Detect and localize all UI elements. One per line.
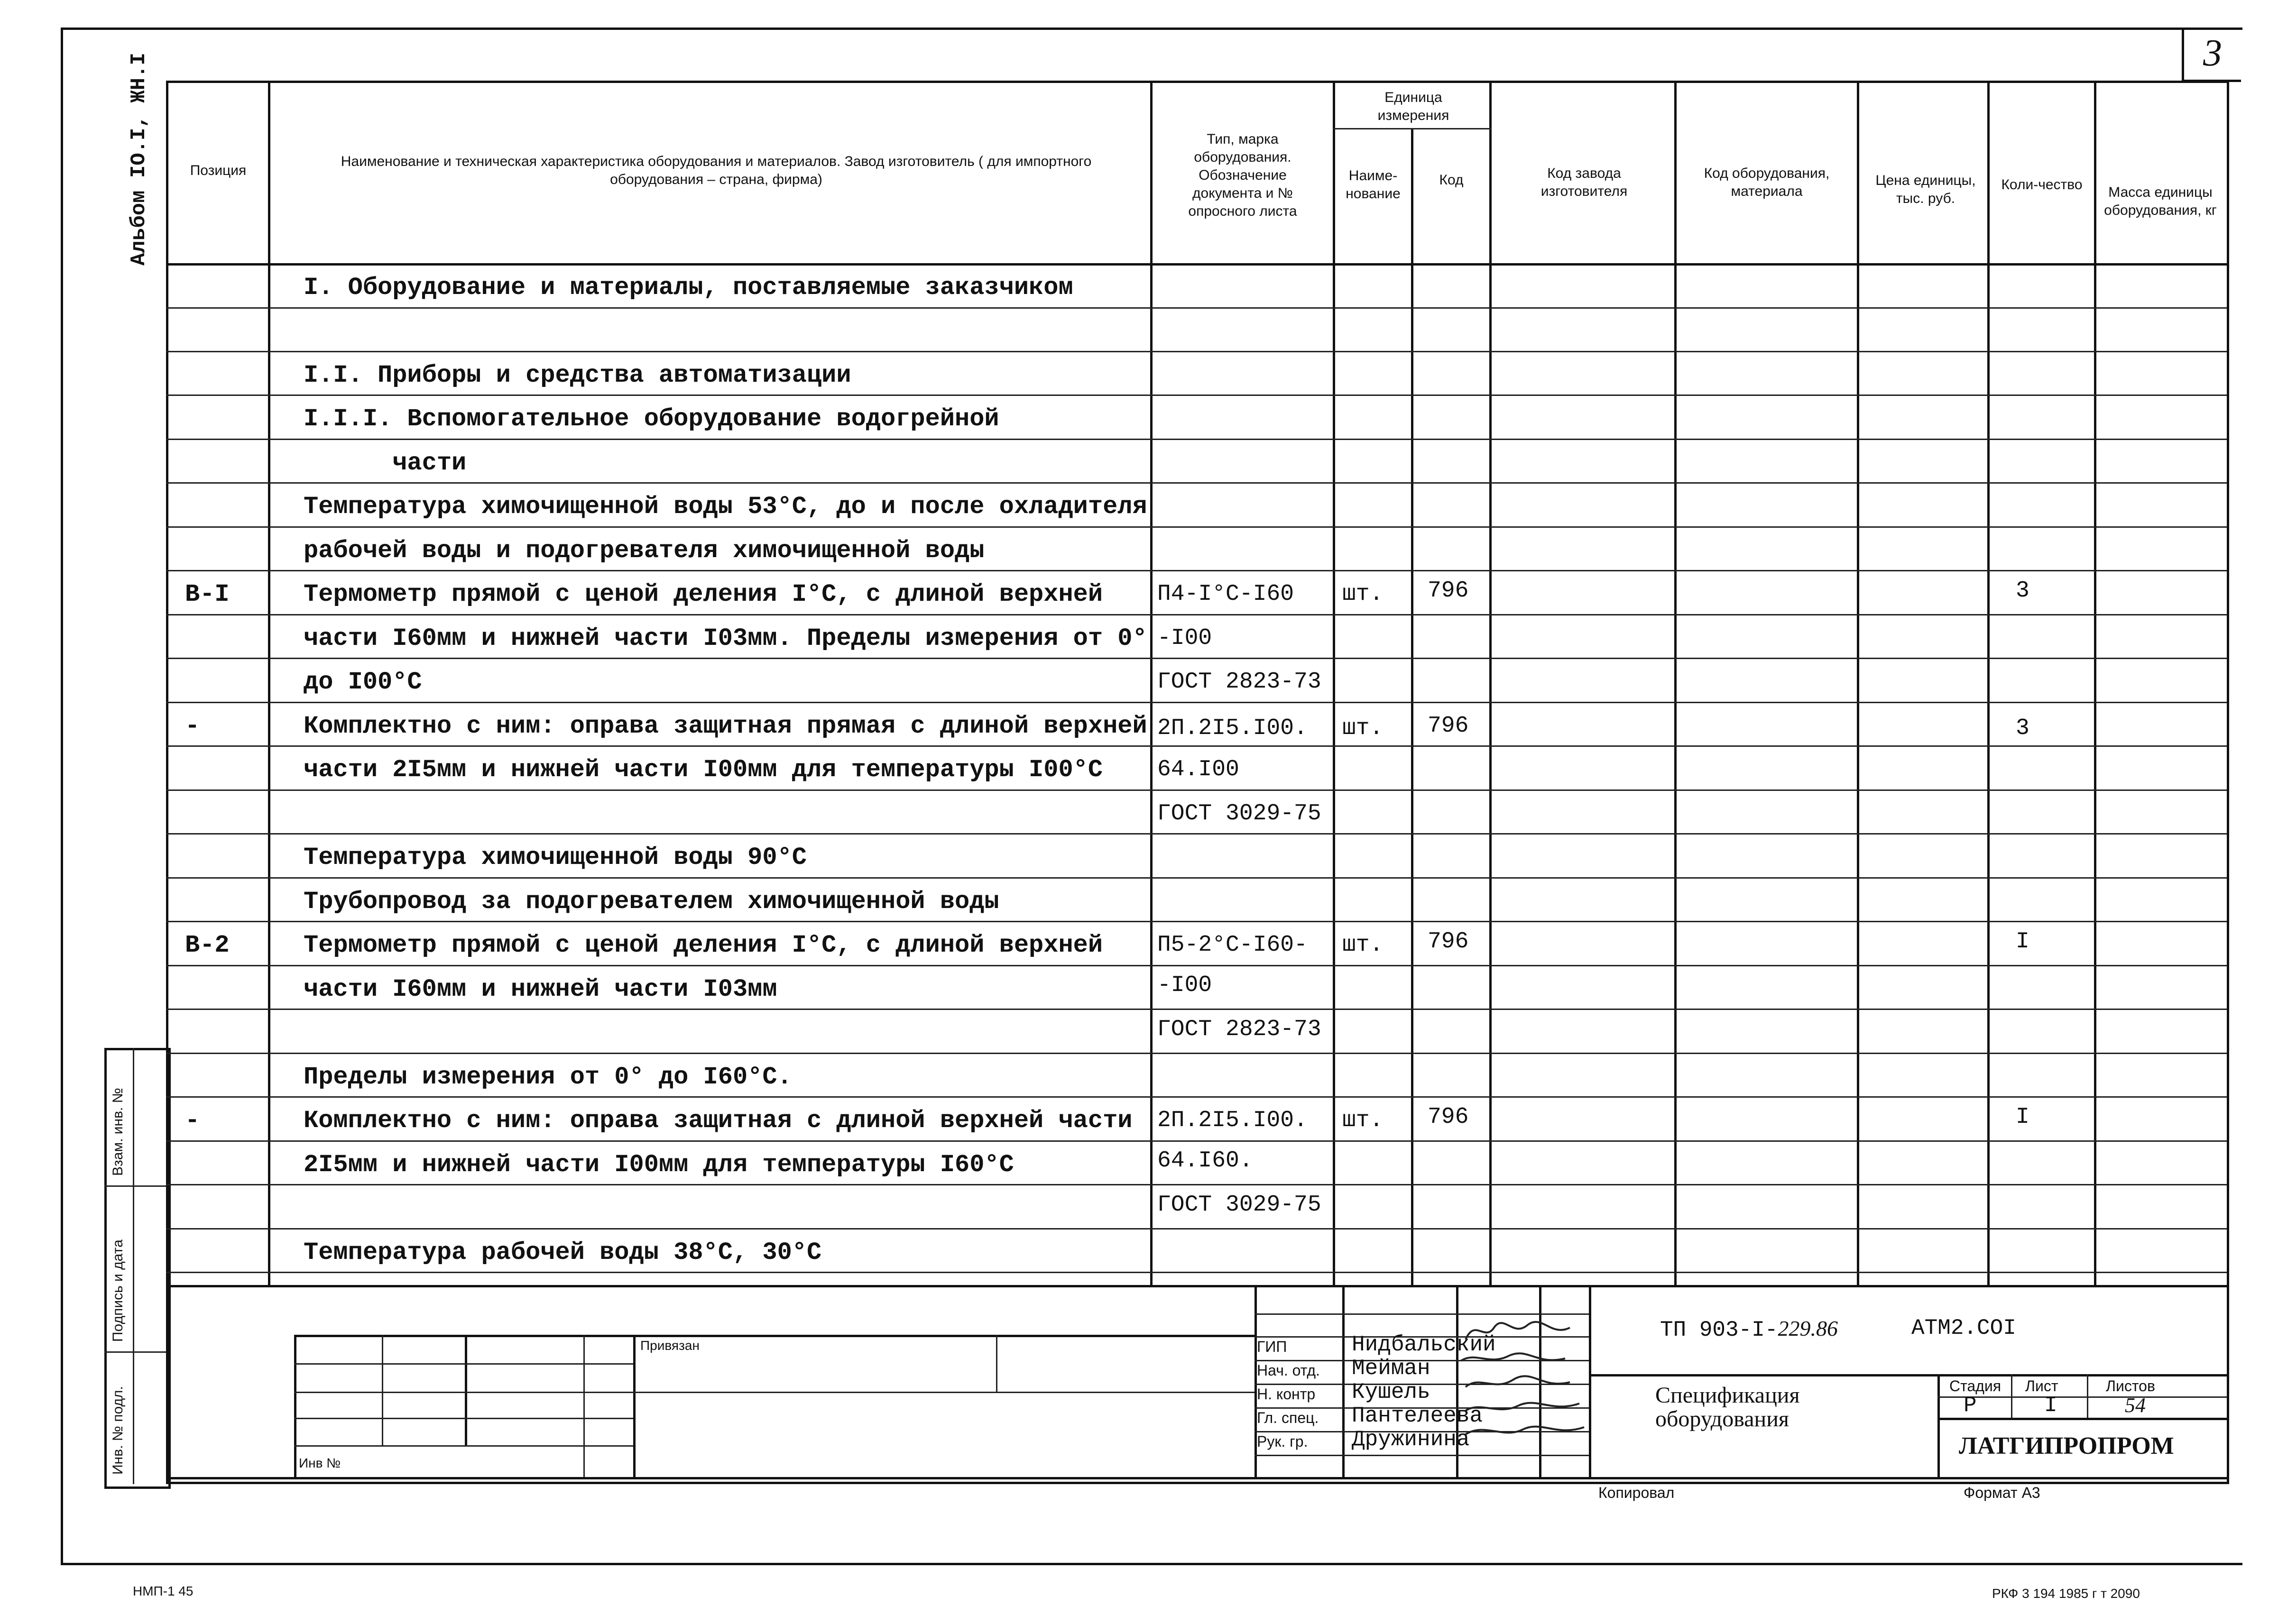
role-gl-spec: Гл. спец.	[1257, 1409, 1319, 1426]
unit-group-line	[1333, 128, 1492, 129]
outer-frame-top	[61, 28, 2242, 30]
margin-box-div2	[104, 1351, 166, 1353]
header-price: Цена единицы, тыс. руб.	[1875, 173, 1976, 206]
row-9-name: до I00°С	[304, 668, 422, 696]
row-19-qty: I	[2016, 1104, 2029, 1130]
row-12-type: ГОСТ 3029-75	[1157, 801, 1321, 826]
bottom-line	[166, 1477, 2227, 1479]
row-8-type: -I00	[1157, 625, 1212, 651]
stage-value-line	[1937, 1418, 2227, 1420]
row-15-qty: I	[2016, 929, 2029, 954]
role-gip: ГИП	[1257, 1338, 1287, 1355]
outer-frame-bottom	[61, 1563, 2242, 1565]
header-unit-code: Код	[1439, 172, 1464, 188]
col-line-3	[1333, 81, 1335, 1285]
name-4: Дружинина	[1352, 1427, 1470, 1452]
margin-vzam-inv: Взам. инв. №	[110, 1088, 126, 1176]
row-15-pos: В-2	[185, 931, 230, 959]
row-10-type: 2П.2I5.I00.	[1157, 716, 1308, 741]
row-line	[166, 1053, 2227, 1054]
stage-header-line	[1937, 1396, 2227, 1398]
ls-v1	[382, 1335, 383, 1446]
row-15-unit: шт.	[1342, 932, 1384, 958]
header-position: Позиция	[190, 163, 247, 178]
role-ruk-gr: Рук. гр.	[1257, 1433, 1308, 1450]
album-label: Альбом IO.I, ЖН.I	[127, 53, 151, 266]
row-20-name: 2I5мм и нижней части I00мм для температуры I60°С	[304, 1150, 1014, 1179]
row-14-name: Трубопровод за подогревателем химочищенной воды	[304, 887, 999, 916]
row-7-pos: В-I	[185, 580, 230, 608]
ls-v5	[996, 1335, 997, 1392]
row-7-name: Термометр прямой с ценой деления I°С, с длиной верхней	[304, 580, 1103, 608]
footer-left: НМП-1 45	[133, 1584, 194, 1598]
name-3: Пантелеева	[1352, 1404, 1483, 1428]
document-code-prefix: ТП 903-I-	[1660, 1318, 1778, 1342]
left-subtable	[294, 1335, 1257, 1479]
row-0-name: I. Оборудование и материалы, поставляемые заказчиком	[304, 273, 1073, 302]
document-suffix: АТМ2.СОI	[1911, 1316, 2016, 1340]
header-unit-group: Единица измерения	[1377, 90, 1449, 123]
stage-v2	[2087, 1374, 2088, 1418]
row-10-qty: 3	[2016, 716, 2029, 741]
name-0: Нидбальский	[1352, 1332, 1496, 1357]
row-11-name: части 2I5мм и нижней части I00мм для температуры I00°С	[304, 755, 1103, 784]
ls-v4	[633, 1335, 636, 1477]
stage-value: Р	[1964, 1393, 1977, 1418]
row-7-code: 796	[1428, 578, 1469, 604]
margin-inv-podl: Инв. № подл.	[110, 1386, 126, 1475]
document-title-2: оборудования	[1655, 1406, 1789, 1431]
header-type: Тип, марка оборудования. Обозначение документа и № опросного листа	[1188, 131, 1297, 219]
row-19-name: Комплектно с ним: оправа защитная с длиной верхней части	[304, 1106, 1133, 1135]
row-10-unit: шт.	[1342, 716, 1384, 741]
document-code-hand: 229.86	[1778, 1316, 1838, 1340]
name-2: Кушель	[1352, 1380, 1430, 1404]
row-6-name: рабочей воды и подогревателя химочищенной воды	[304, 536, 985, 565]
row-22-name: Температура рабочей воды 38°С, 30°С	[304, 1238, 822, 1266]
org-left-line	[1937, 1374, 1940, 1479]
row-20-type: 64.I60.	[1157, 1148, 1253, 1174]
row-19-unit: шт.	[1342, 1108, 1384, 1133]
col-line-4	[1411, 128, 1413, 1285]
header-equipment-code: Код оборудования, материала	[1704, 165, 1830, 199]
row-line	[166, 351, 2227, 352]
sheet-label: Лист	[2025, 1377, 2058, 1395]
row-5-name: Температура химочищенной воды 53°С, до и после охладителя	[304, 492, 1147, 521]
role-nach-otd: Нач. отд.	[1257, 1362, 1320, 1379]
row-8-name: части I60мм и нижней части I03мм. Пределы измерения от 0°	[304, 624, 1147, 652]
privyazan-label: Привязан	[640, 1338, 700, 1353]
footer-right: РКФ 3 194 1985 г т 2090	[1992, 1586, 2140, 1601]
header-factory-code: Код завода изготовителя	[1540, 165, 1628, 199]
margin-podpis-data: Подпись и дата	[110, 1239, 126, 1342]
row-2-name: I.I. Приборы и средства автоматизации	[304, 361, 851, 389]
role-n-kontr: Н. контр	[1257, 1385, 1316, 1403]
row-16-type: -I00	[1157, 973, 1212, 998]
ls-h2	[294, 1392, 1254, 1393]
signature-scribbles	[1456, 1313, 1594, 1456]
row-10-name: Комплектно с ним: оправа защитная прямая с длиной верхней	[304, 712, 1147, 740]
col-line-5	[1489, 81, 1492, 1285]
margin-box-div1	[104, 1185, 166, 1187]
col-line-6	[1674, 81, 1677, 1285]
margin-box-sep	[133, 1048, 134, 1484]
row-19-code: 796	[1428, 1104, 1469, 1130]
row-19-type: 2П.2I5.I00.	[1157, 1108, 1308, 1133]
sheets-value: 54	[2125, 1394, 2146, 1417]
row-15-code: 796	[1428, 929, 1469, 954]
specification-table	[166, 81, 2229, 1501]
ls-v3	[583, 1335, 585, 1477]
ls-v2	[465, 1335, 467, 1446]
col-line-7	[1857, 81, 1859, 1285]
row-16-name: части I60мм и нижней части I03мм	[304, 975, 777, 1003]
row-line	[166, 1228, 2227, 1229]
row-15-name: Термометр прямой с ценой деления I°С, с длиной верхней	[304, 931, 1103, 959]
row-7-unit: шт.	[1342, 581, 1384, 607]
row-10-pos: -	[185, 712, 200, 740]
outer-frame-left	[61, 28, 63, 1564]
sheet-corner-number: 3	[2203, 32, 2222, 74]
header-mass: Масса единицы оборудования, кг	[2104, 184, 2217, 218]
inv-no-label: Инв №	[299, 1456, 341, 1470]
ls-h4	[294, 1445, 633, 1447]
row-11-type: 64.I00	[1157, 757, 1239, 782]
col-line-2	[1150, 81, 1153, 1285]
sheet-value: I	[2044, 1393, 2057, 1418]
format-label: Формат А3	[1964, 1484, 2040, 1501]
row-4-name: части	[304, 449, 467, 477]
row-17-type: ГОСТ 2823-73	[1157, 1017, 1321, 1042]
col-line-1	[268, 81, 270, 1285]
ls-h1	[294, 1363, 633, 1365]
header-quantity: Коли-чество	[2001, 177, 2083, 193]
stage-label: Стадия	[1949, 1377, 2002, 1395]
row-10-code: 796	[1428, 713, 1469, 739]
row-21-type: ГОСТ 3029-75	[1157, 1192, 1321, 1218]
row-19-pos: -	[185, 1106, 200, 1135]
col-line-8	[1987, 81, 1990, 1285]
name-1: Мейман	[1352, 1356, 1430, 1381]
row-line	[166, 482, 2227, 484]
document-title-1: Спецификация	[1655, 1383, 1800, 1408]
row-9-type: ГОСТ 2823-73	[1157, 669, 1321, 695]
header-unit-name: Наиме-нование	[1346, 168, 1401, 202]
row-18-name: Пределы измерения от 0° до I60°С.	[304, 1063, 792, 1091]
row-15-type: П5-2°С-I60-	[1157, 932, 1308, 958]
title-block-top-line	[166, 1285, 2227, 1287]
row-13-name: Температура химочищенной воды 90°С	[304, 843, 807, 872]
copied-label: Копировал	[1598, 1484, 1675, 1501]
header-name: Наименование и техническая характеристика оборудования и материалов. Завод изготовитель ( для импортного оборудования – страна, фирма)	[341, 154, 1092, 187]
row-3-name: I.I.I. Вспомогательное оборудование водогрейной	[304, 404, 999, 433]
organization-name: ЛАТГИПРОПРОМ	[1959, 1432, 2174, 1459]
document-code	[1660, 1316, 1838, 1342]
row-7-qty: 3	[2016, 578, 2029, 604]
row-7-type: П4-I°С-I60	[1157, 581, 1294, 607]
sheets-label: Листов	[2106, 1377, 2155, 1395]
ls-h3	[294, 1418, 633, 1419]
stage-v1	[2011, 1374, 2012, 1418]
doc-code-line	[1589, 1374, 2227, 1376]
col-line-9	[2094, 81, 2096, 1285]
